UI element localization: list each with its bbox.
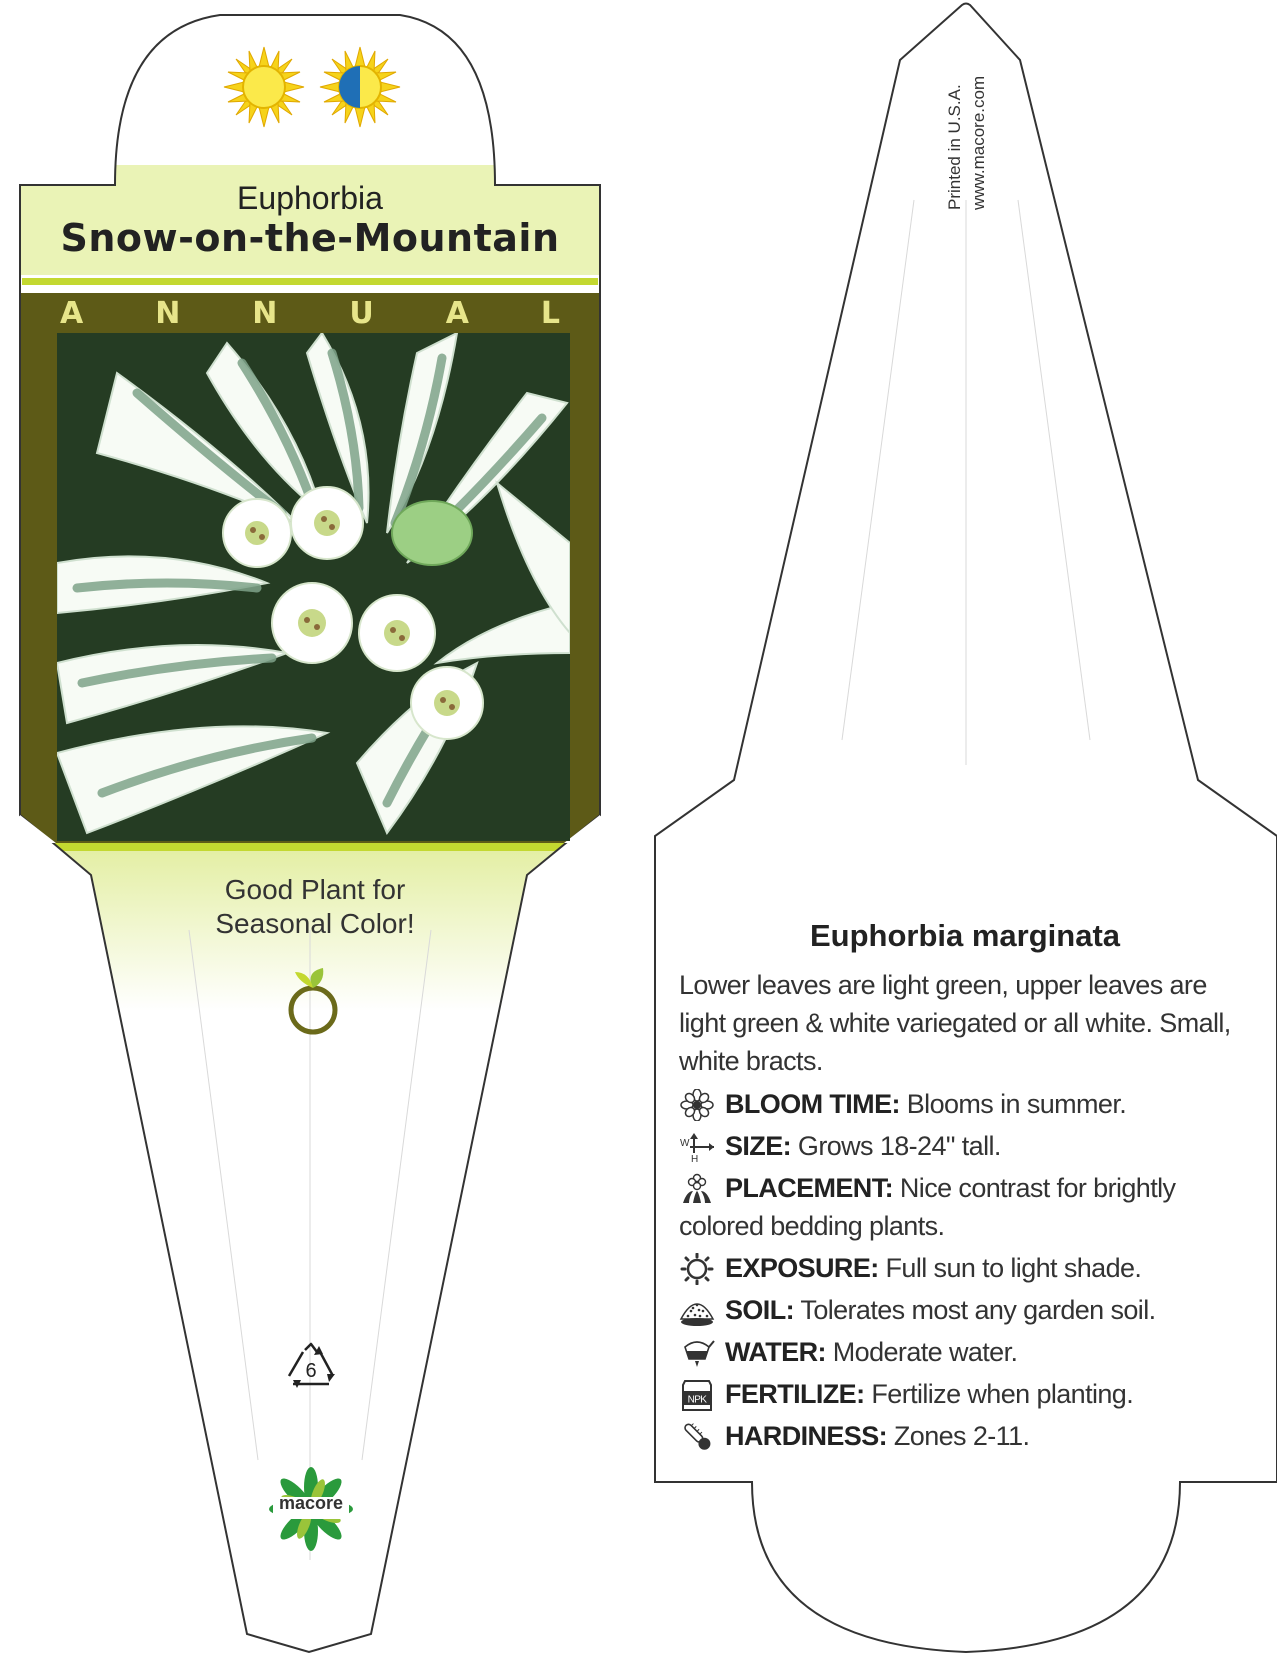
npk-text: NPK [687, 1394, 707, 1406]
website: www.macore.com [969, 75, 988, 210]
plant-description: Lower leaves are light green, upper leaves are light green & white variegated or all white. Small, white bracts. [679, 970, 1231, 1076]
size-width-letter: W [680, 1138, 689, 1149]
fact-label: BLOOM TIME: [725, 1089, 900, 1119]
fact-text: Zones 2-11. [887, 1421, 1030, 1451]
fact-label: SOIL: [725, 1295, 794, 1325]
sprout-icon [285, 966, 341, 1036]
watering-can-icon [679, 1337, 715, 1369]
fact-label: WATER: [725, 1337, 826, 1367]
size-icon [679, 1131, 715, 1163]
fact-text: Moderate water. [825, 1337, 1018, 1367]
category-letter: N [155, 296, 181, 331]
part-sun-icon [318, 45, 402, 129]
fact-text: Nice contrast for brightly colored bedding plants. [679, 1173, 1176, 1241]
common-name: Euphorbia [237, 180, 383, 216]
fact-water [679, 1333, 1239, 1371]
category-label [60, 296, 560, 331]
tagline-line: Seasonal Color! [215, 908, 415, 939]
category-letter: A [60, 296, 84, 331]
category-letter: N [252, 296, 278, 331]
website-info [969, 75, 995, 370]
soil-icon [679, 1295, 715, 1327]
brand-name: macore [278, 1493, 344, 1513]
thermometer-icon [679, 1421, 715, 1453]
fact-placement [679, 1169, 1239, 1245]
fact-text: Fertilize when planting. [864, 1379, 1134, 1409]
fact-soil [679, 1291, 1239, 1329]
fact-text: Blooms in summer. [899, 1089, 1127, 1119]
fact-label: FERTILIZE: [725, 1379, 865, 1409]
fact-bloom-time [679, 1085, 1239, 1123]
tagline [120, 873, 510, 941]
flower-icon [679, 1089, 715, 1121]
placement-icon [679, 1173, 715, 1205]
fact-label: SIZE: [725, 1131, 792, 1161]
fact-label: PLACEMENT: [725, 1173, 893, 1203]
sun-icon [679, 1253, 715, 1285]
print-info [945, 84, 971, 370]
category-letter: L [540, 296, 560, 331]
fact-label: EXPOSURE: [725, 1253, 879, 1283]
fact-size [679, 1127, 1239, 1165]
fact-fertilize [679, 1375, 1239, 1413]
category-letter: A [445, 296, 469, 331]
fact-text: Tolerates most any garden soil. [794, 1295, 1156, 1325]
fact-text: Grows 18-24" tall. [791, 1131, 1001, 1161]
plant-photo [57, 333, 570, 841]
tagline-line: Good Plant for [224, 874, 406, 905]
printed-in: Printed in U.S.A. [945, 84, 964, 210]
scientific-name: Euphorbia marginata [809, 918, 1121, 953]
variety-name: Snow-on-the-Mountain [60, 216, 560, 260]
fact-text: Full sun to light shade. [878, 1253, 1142, 1283]
recycle-code: 6 [305, 1360, 317, 1382]
size-height-letter: H [691, 1154, 698, 1163]
npk-icon [679, 1379, 715, 1411]
full-sun-icon [222, 45, 306, 129]
category-letter: U [349, 296, 374, 331]
fact-hardiness [679, 1417, 1239, 1455]
recycle-icon [283, 1340, 339, 1396]
care-facts [679, 1085, 1239, 1459]
fact-exposure [679, 1249, 1239, 1287]
fact-label: HARDINESS: [725, 1421, 888, 1451]
